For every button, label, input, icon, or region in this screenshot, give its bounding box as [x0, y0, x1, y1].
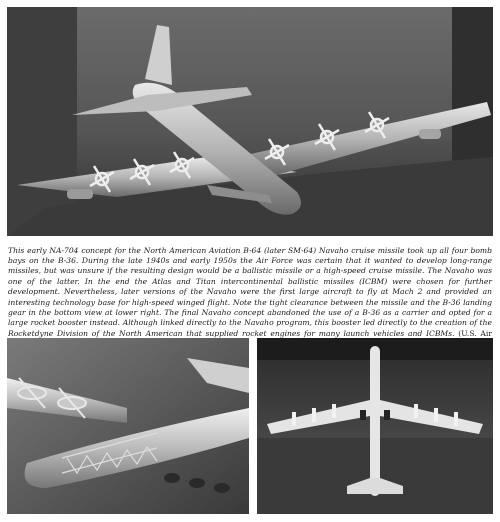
- b36-underside-image: [257, 338, 493, 514]
- photo-credit: (U.S. Air: [458, 328, 492, 338]
- photo-caption: [8, 246, 492, 350]
- top-photo-b36-model: [7, 7, 493, 236]
- bottom-right-photo-underside-view: [257, 338, 493, 514]
- caption-text: This early NA-704 concept for the North American Aviation B-64 (later SM-64) Navaho cruise missile took up all four bomb bays on the B-36. During the late 1940s and early 1950s the Air Force was certain that it wanted to develop long-range missiles, but was unsure if the resulting design would be a ballistic missile or a high-speed cruise missile. The Navaho was one of the latter. In the end the Atlas and Titan intercontinental ballistic missiles (ICBM) were chosen for further development. Nevertheless, later versions of the Navaho were the first large aircraft to fly at Mach 2 and provided an interesting technology base for high-speed winged flight. Note the tight clearance between the missile and the B-36 landing gear in the bottom view at lower right. The final Navaho concept abandoned the use of a B-36 as a carrier and opted for a large rocket booster instead. Although linked directly to the Navaho program, this booster led directly to the creation of the Rocketdyne Division of the North American that supplied rocket engines for many launch vehicles and ICBMs.: [8, 245, 492, 338]
- missile-carriage-image: [7, 338, 249, 514]
- b36-side-view-image: [7, 7, 493, 236]
- bottom-left-photo-missile-carriage: [7, 338, 249, 514]
